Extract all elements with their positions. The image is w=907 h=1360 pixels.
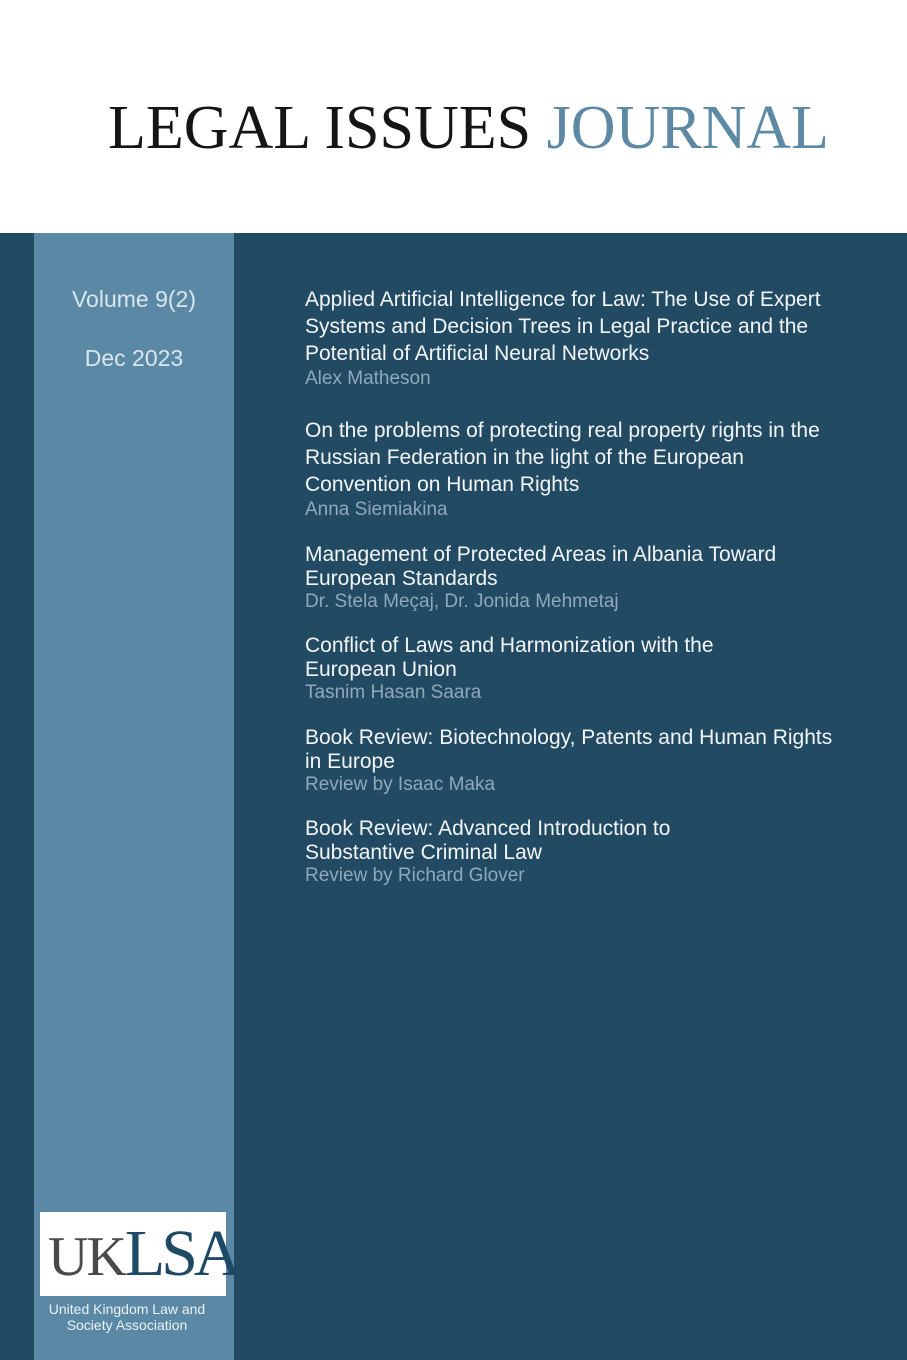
issue-date: Dec 2023 — [84, 345, 184, 371]
article-author: Anna Siemiakina — [305, 499, 448, 520]
masthead-title-accent: JOURNAL — [546, 94, 830, 162]
table-of-contents — [305, 286, 845, 888]
article-entry — [305, 817, 845, 888]
logo-uk: UK — [48, 1226, 125, 1288]
logo-wordmark — [48, 1218, 238, 1293]
article-title: Applied Artificial Intelligence for Law: The Use of Expert Systems and Decision Trees in Legal Practice and the Potential of Artificial Neural Networks — [305, 288, 821, 365]
journal-masthead — [0, 92, 907, 164]
article-entry — [305, 634, 845, 705]
volume-label: Volume 9(2) — [71, 286, 196, 312]
article-title: Conflict of Laws and Harmonization with the European Union — [305, 634, 714, 681]
article-title: Book Review: Advanced Introduction to Substantive Criminal Law — [305, 817, 671, 864]
article-author: Alex Matheson — [305, 368, 431, 389]
publisher-name — [34, 1301, 220, 1333]
article-entry — [305, 286, 845, 391]
article-entry — [305, 417, 845, 522]
masthead-title-dark: LEGAL ISSUES — [107, 94, 532, 162]
side-column — [34, 233, 238, 1360]
publisher-name-line2: Society Association — [66, 1317, 188, 1333]
logo-lsa: LSA — [124, 1217, 238, 1290]
cover-header — [0, 0, 907, 233]
article-author: Review by Richard Glover — [305, 865, 525, 886]
article-title: Book Review: Biotechnology, Patents and Human Rights in Europe — [305, 726, 833, 773]
article-author: Tasnim Hasan Saara — [305, 682, 482, 703]
article-author: Review by Isaac Maka — [305, 774, 496, 795]
uklsa-logo — [40, 1212, 238, 1296]
article-title: On the problems of protecting real property rights in the Russian Federation in the light of the European Convention on Human Rights — [305, 419, 820, 496]
publisher-name-line1: United Kingdom Law and — [48, 1301, 206, 1317]
article-entry — [305, 543, 845, 614]
article-title: Management of Protected Areas in Albania Toward European Standards — [305, 543, 777, 590]
article-author: Dr. Stela Meçaj, Dr. Jonida Mehmetaj — [305, 591, 619, 612]
article-entry — [305, 726, 845, 797]
